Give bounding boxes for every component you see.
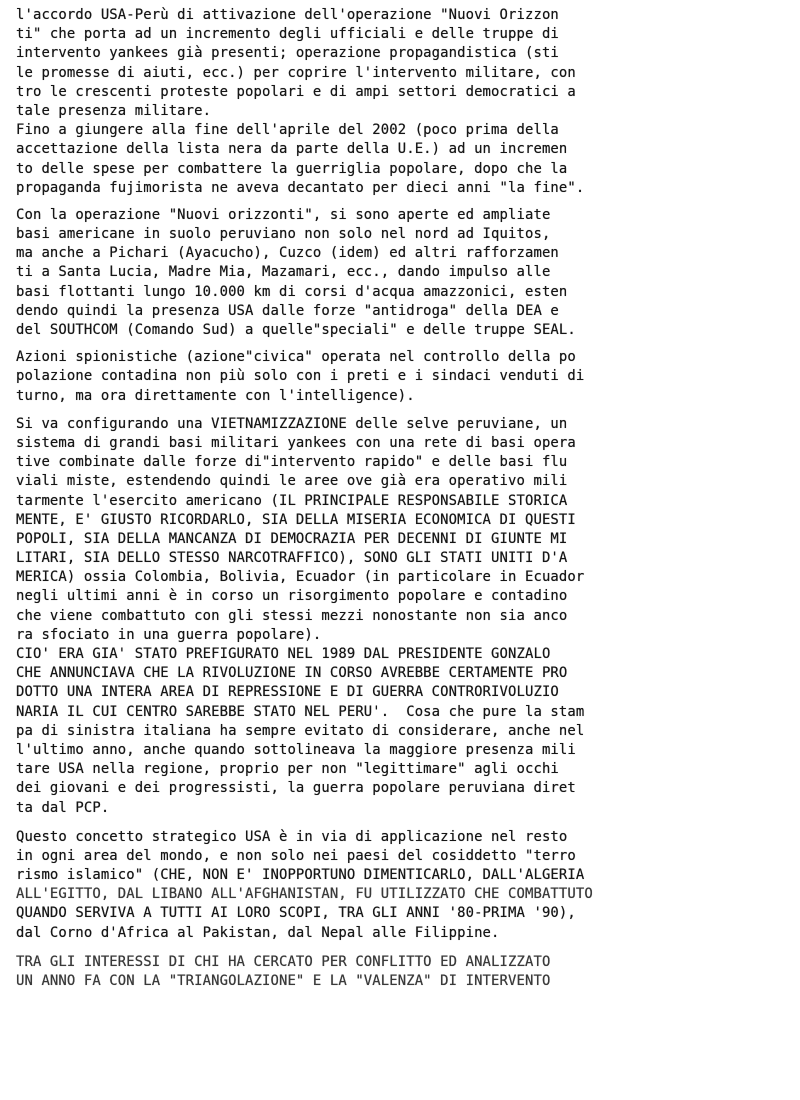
text-line: l'ultimo anno, anche quando sottolineava la maggiore presenza mili bbox=[16, 741, 576, 758]
text-line: viali miste, estendendo quindi le aree ove già era operativo mili bbox=[16, 473, 568, 490]
text-line: negli ultimi anni è in corso un risorgimento popolare e contadino bbox=[16, 588, 568, 605]
text-line: MENTE, E' GIUSTO RICORDARLO, SIA DELLA MISERIA ECONOMICA DI QUESTI bbox=[16, 511, 576, 528]
text-line: tarmente l'esercito americano (IL PRINCIPALE RESPONSABILE STORICA bbox=[16, 492, 568, 509]
text-line: le promesse di aiuti, ecc.) per coprire l'intervento militare, con bbox=[16, 64, 576, 81]
text-line: Fino a giungere alla fine dell'aprile del 2002 (poco prima della bbox=[16, 122, 559, 139]
text-line: tale presenza militare. bbox=[16, 102, 212, 119]
text-line: tro le crescenti proteste popolari e di ampi settori democratici a bbox=[16, 83, 576, 100]
text-line: in ogni area del mondo, e non solo nei paesi del cosiddetto "terro bbox=[16, 847, 576, 864]
paragraph-presidente-gonzalo bbox=[16, 645, 786, 818]
text-line: LITARI, SIA DELLO STESSO NARCOTRAFFICO), SONO GLI STATI UNITI D'A bbox=[16, 550, 568, 567]
paragraph-basi-americane bbox=[16, 206, 786, 340]
text-line: Azioni spionistiche (azione"civica" operata nel controllo della po bbox=[16, 349, 576, 366]
text-line: DOTTO UNA INTERA AREA DI REPRESSIONE E DI GUERRA CONTRORIVOLUZIO bbox=[16, 684, 559, 701]
text-line: pa di sinistra italiana ha sempre evitato di considerare, anche nel bbox=[16, 722, 585, 739]
paragraph-aprile-2002 bbox=[16, 121, 786, 198]
text-line: ti a Santa Lucia, Madre Mia, Mazamari, ecc., dando impulso alle bbox=[16, 264, 551, 281]
text-line: CIO' ERA GIA' STATO PREFIGURATO NEL 1989 DAL PRESIDENTE GONZALO bbox=[16, 646, 551, 662]
text-line: l'accordo USA-Perù di attivazione dell'operazione "Nuovi Orizzon bbox=[16, 7, 559, 23]
text-line: turno, ma ora direttamente con l'intelligence). bbox=[16, 387, 415, 404]
text-line: del SOUTHCOM (Comando Sud) a quelle"speciali" e delle truppe SEAL. bbox=[16, 322, 576, 338]
text-line: polazione contadina non più solo con i preti e i sindaci venduti di bbox=[16, 368, 585, 385]
text-line: sistema di grandi basi militari yankees con una rete di basi opera bbox=[16, 434, 576, 451]
text-line: che viene combattuto con gli stessi mezzi nonostante non sia anco bbox=[16, 607, 568, 624]
text-line: Questo concetto strategico USA è in via di applicazione nel resto bbox=[16, 828, 568, 845]
text-line: propaganda fujimorista ne aveva decantato per dieci anni "la fine". bbox=[16, 179, 585, 196]
text-line: dendo quindi la presenza USA dalle forze "antidroga" della DEA e bbox=[16, 302, 559, 319]
text-line: rismo islamico" (CHE, NON E' INOPPORTUNO DIMENTICARLO, DALL'ALGERIA bbox=[16, 867, 585, 884]
paragraph-vietnamizzazione bbox=[16, 415, 786, 645]
text-line: tare USA nella regione, proprio per non "legittimare" agli occhi bbox=[16, 761, 559, 778]
text-line: dal Corno d'Africa al Pakistan, dal Nepal alle Filippine. bbox=[16, 924, 500, 941]
text-line: TRA GLI INTERESSI DI CHI HA CERCATO PER CONFLITTO ED ANALIZZATO bbox=[16, 953, 551, 970]
paragraph-tra-gli-interessi bbox=[16, 953, 786, 991]
text-line: dei giovani e dei progressisti, la guerra popolare peruviana diret bbox=[16, 780, 576, 797]
text-line: MERICA) ossia Colombia, Bolivia, Ecuador (in particolare in Ecuador bbox=[16, 569, 585, 586]
text-line: Si va configurando una VIETNAMIZZAZIONE delle selve peruviane, un bbox=[16, 415, 568, 432]
text-line: to delle spese per combattere la guerriglia popolare, dopo che la bbox=[16, 160, 568, 177]
paragraph-azioni-spionistiche bbox=[16, 348, 786, 406]
text-line: CHE ANNUNCIAVA CHE LA RIVOLUZIONE IN CORSO AVREBBE CERTAMENTE PRO bbox=[16, 665, 568, 682]
text-line: ma anche a Pichari (Ayacucho), Cuzco (idem) ed altri rafforzamen bbox=[16, 245, 559, 262]
text-line: ALL'EGITTO, DAL LIBANO ALL'AFGHANISTAN, FU UTILIZZATO CHE COMBATTUTO bbox=[16, 886, 593, 903]
text-line: NARIA IL CUI CENTRO SAREBBE STATO NEL PERU'. Cosa che pure la stam bbox=[16, 703, 585, 720]
text-line: ta dal PCP. bbox=[16, 799, 110, 816]
text-line: basi americane in suolo peruviano non solo nel nord ad Iquitos, bbox=[16, 226, 551, 243]
paragraph-operation-nuovi-orizzonti bbox=[16, 6, 786, 121]
text-line: UN ANNO FA CON LA "TRIANGOLAZIONE" E LA "VALENZA" DI INTERVENTO bbox=[16, 973, 551, 989]
text-line: ra sfociato in una guerra popolare). bbox=[16, 626, 322, 643]
text-line: POPOLI, SIA DELLA MANCANZA DI DEMOCRAZIA PER DECENNI DI GIUNTE MI bbox=[16, 530, 568, 547]
text-line: QUANDO SERVIVA A TUTTI AI LORO SCOPI, TRA GLI ANNI '80-PRIMA '90), bbox=[16, 905, 576, 922]
text-line: Con la operazione "Nuovi orizzonti", si sono aperte ed ampliate bbox=[16, 206, 551, 223]
text-line: intervento yankees già presenti; operazione propagandistica (sti bbox=[16, 45, 559, 62]
text-line: tive combinate dalle forze di"intervento rapido" e delle basi flu bbox=[16, 454, 568, 471]
text-line: ti" che porta ad un incremento degli ufficiali e delle truppe di bbox=[16, 26, 559, 43]
text-line: basi flottanti lungo 10.000 km di corsi d'acqua amazzonici, esten bbox=[16, 283, 568, 300]
paragraph-concetto-strategico bbox=[16, 828, 786, 943]
text-line: accettazione della lista nera da parte della U.E.) ad un incremen bbox=[16, 141, 568, 158]
